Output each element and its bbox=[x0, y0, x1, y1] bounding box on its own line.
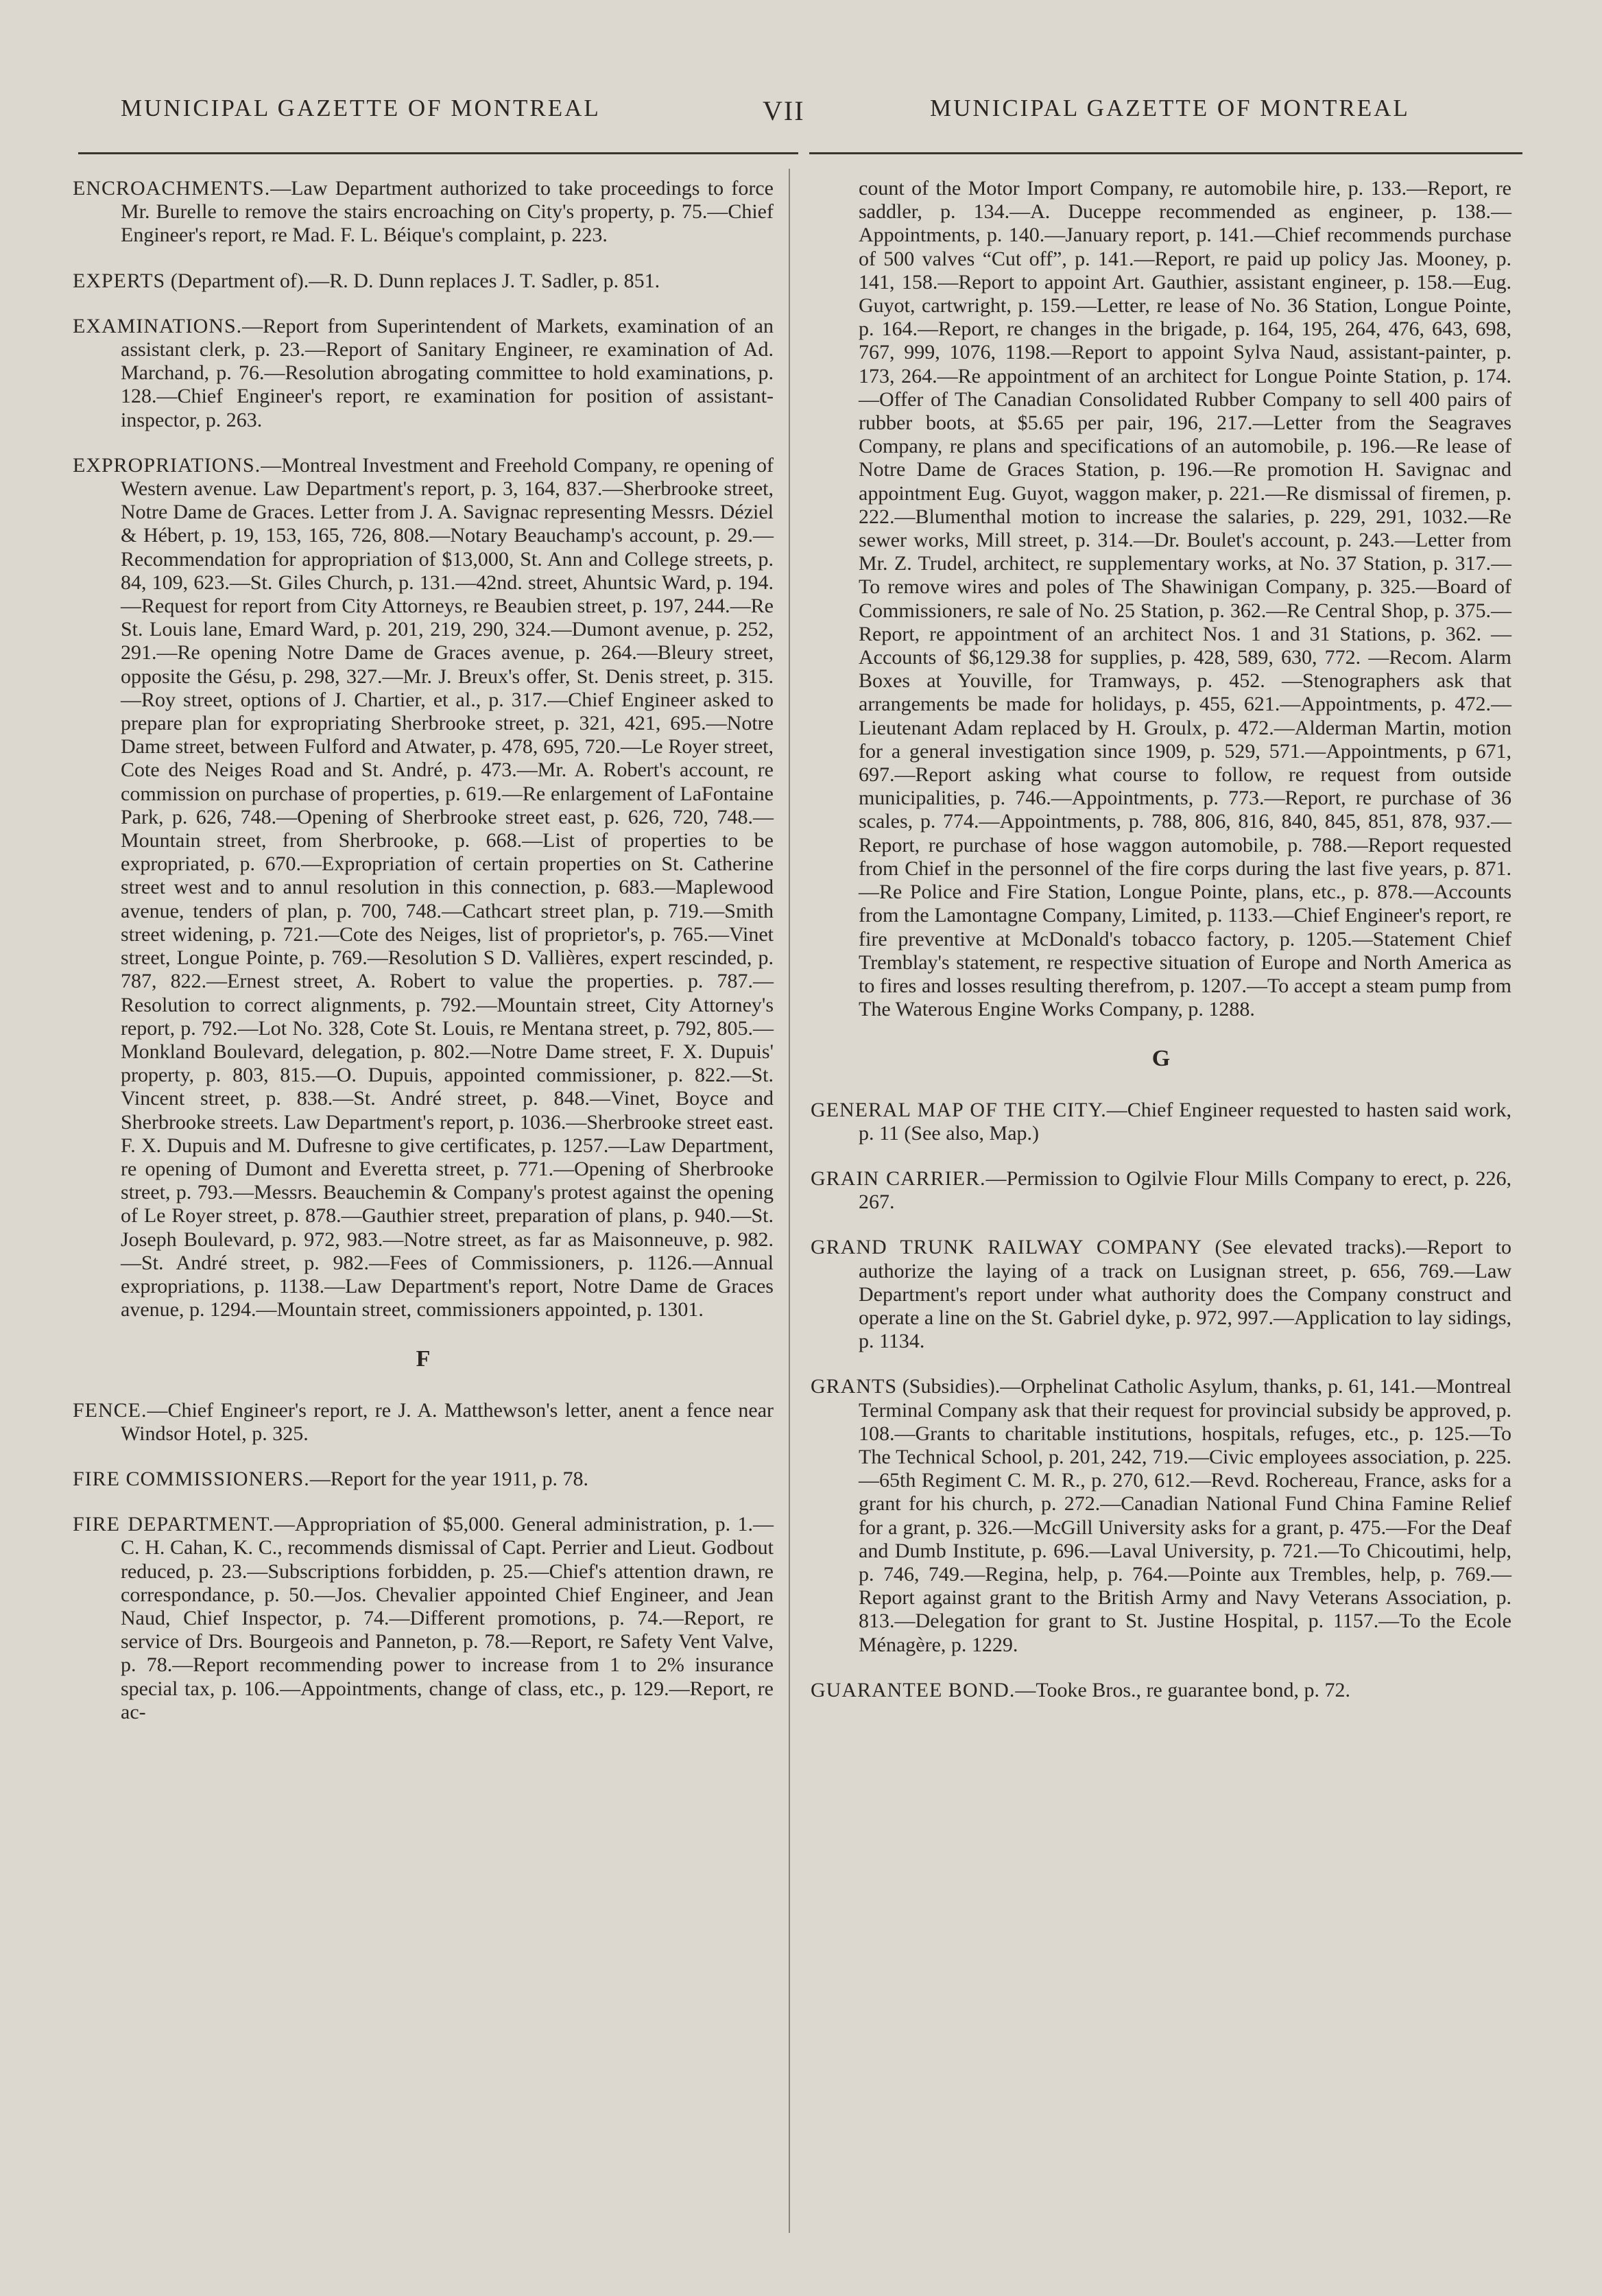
index-entry-fence bbox=[73, 1399, 774, 1446]
entry-heading: EXPERTS bbox=[73, 269, 166, 292]
entry-heading: FIRE DEPARTMENT. bbox=[73, 1513, 274, 1536]
entry-heading: FENCE. bbox=[73, 1398, 147, 1422]
index-entry-guarantee-bond bbox=[811, 1679, 1511, 1702]
running-header-right: MUNICIPAL GAZETTE OF MONTREAL bbox=[930, 95, 1410, 121]
entry-heading: EXAMINATIONS. bbox=[73, 314, 243, 337]
entry-text: —Montreal Investment and Freehold Company, re opening of Western avenue. Law Department's report, p. 3, 164, 837.—Sherbrooke street, Notre Dame de Graces. Letter from J. A. Savignac representing Messrs. Déziel & Hébert, p. 19, 153, 165, 726, 808.—Notary Beauchamp's account, p. 29.—Recommendation for appropriation of $13,000, St. Ann and College streets, p. 84, 109, 623.—St. Giles Church, p. 131.—42nd. street, Ahuntsic Ward, p. 194.—Request for report from City Attorneys, re Beaubien street, p. 197, 244.—Re St. Louis lane, Emard Ward, p. 201, 219, 290, 324.—Dumont avenue, p. 252, 291.—Re opening Notre Dame de Graces avenue, p. 264.—Bleury street, opposite the Gésu, p. 298, 327.—Mr. J. Breux's offer, St. Denis street, p. 315.—Roy street, options of J. Chartier, et al., p. 317.—Chief Engineer asked to prepare plan for expropriating Sherbrooke street, p. 321, 421, 695.—Notre Dame street, between Fulford and Atwater, p. 478, 695, 720.—Le Royer street, Cote des Neiges Road and St. André, p. 473.—Mr. A. Robert's account, re commission on purchase of properties, p. 619.—Re enlargement of LaFontaine Park, p. 626, 748.—Opening of Sherbrooke street east, p. 626, 720, 748.—Mountain street, from Sherbrooke, p. 668.—List of properties to be expropriated, p. 670.—Expropriation of certain properties on St. Catherine street west and to annul resolution in this connection, p. 683.—Maplewood avenue, tenders of plan, p. 700, 748.—Cathcart street plan, p. 719.—Smith street widening, p. 721.—Cote des Neiges, list of proprietor's, p. 765.—Vinet street, Longue Pointe, p. 769.—Resolution S D. Vallières, expert rescinded, p. 787, 822.—Ernest street, A. Robert to value the properties. p. 787.—Resolution to correct alignments, p. 792.—Mountain street, City Attorney's report, p. 792.—Lot No. 328, Cote St. Louis, re Mentana street, p. 792, 805.—Monkland Boulevard, delegation, p. 802.—Notre Dame street, F. X. Dupuis' property, p. 803, 815.—O. Dupuis, appointed commissioner, p. 822.—St. Vincent street, p. 838.—St. André street, p. 848.—Vinet, Boyce and Sherbrooke streets. Law Department's report, p. 1036.—Sherbrooke street east. F. X. Dupuis and M. Dufresne to give certificates, p. 1257.—Law Department, re opening of Dumont and Everetta street, p. 771.—Opening of Sherbrooke street, p. 793.—Messrs. Beauchemin & Company's protest against the opening of Le Royer street, p. 878.—Gauthier street, preparation of plans, p. 940.—St. Joseph Boulevard, p. 972, 983.—Notre street, as far as Maisonneuve, p. 982.—St. André street, p. 982.—Fees of Commissioners, p. 1126.—Annual expropriations, p. 1138.—Law Department's report, Notre Dame de Graces avenue, p. 1294.—Mountain street, commissioners appointed, p. 1301. bbox=[121, 453, 774, 1322]
running-header-left: MUNICIPAL GAZETTE OF MONTREAL bbox=[121, 95, 601, 121]
entry-text: —Chief Engineer's report, re J. A. Matthewson's letter, anent a fence near Windsor Hotel, p. 325. bbox=[121, 1398, 774, 1445]
entry-text: —Permission to Ogilvie Flour Mills Company to erect, p. 226, 267. bbox=[859, 1167, 1511, 1214]
entry-text: (See elevated tracks).—Report to authorize the laying of a track on Lusignan street, p. 656, 769.—Law Department's report under what authority does the Company construct and operate a line on the St. Gabriel dyke, p. 972, 997.—Application to lay sidings, p. 1134. bbox=[859, 1236, 1511, 1353]
index-entry-general-map bbox=[811, 1099, 1511, 1145]
index-entry-experts bbox=[73, 270, 774, 293]
index-entry-examinations bbox=[73, 315, 774, 432]
index-entry-grand-trunk bbox=[811, 1236, 1511, 1353]
entry-text: —Appropriation of $5,000. General administration, p. 1.—C. H. Cahan, K. C., recommends dismissal of Capt. Perrier and Lieut. Godbout reduced, p. 23.—Subscriptions forbidden, p. 25.—Chief's attention drawn, re correspondance, p. 50.—Jos. Chevalier appointed Chief Engineer, and Jean Naud, Chief Inspector, p. 74.—Different promotions, p. 74.—Report, re service of Drs. Bourgeois and Panneton, p. 78.—Report, re Safety Vent Valve, p. 78.—Report recommending power to increase from 1 to 2% insurance special tax, p. 106.—Appointments, change of class, etc., p. 129.—Report, re ac- bbox=[121, 1513, 774, 1723]
header-rule-right bbox=[809, 152, 1522, 154]
section-letter-g: G bbox=[1151, 1046, 1171, 1072]
left-column bbox=[73, 177, 774, 1746]
entry-text: —Tooke Bros., re guarantee bond, p. 72. bbox=[1015, 1678, 1350, 1701]
entry-text: —Law Department authorized to take proceedings to force Mr. Burelle to remove the stairs encroaching on City's property, p. 75.—Chief Engineer's report, re Mad. F. L. Béique's complaint, p. 223. bbox=[121, 177, 774, 247]
index-entry-fire-department bbox=[73, 1513, 774, 1724]
entry-text: —Report for the year 1911, p. 78. bbox=[309, 1467, 589, 1490]
entry-heading: GENERAL MAP OF THE CITY. bbox=[811, 1098, 1107, 1121]
entry-heading: EXPROPRIATIONS. bbox=[73, 453, 261, 477]
entry-heading: GRAIN CARRIER. bbox=[811, 1167, 986, 1190]
entry-text: (Department of).—R. D. Dunn replaces J. T. Sadler, p. 851. bbox=[165, 269, 660, 292]
section-letter-f: F bbox=[416, 1346, 431, 1372]
header-rule-left bbox=[78, 152, 798, 154]
index-entry-expropriations bbox=[73, 454, 774, 1322]
page-number: VII bbox=[763, 95, 805, 126]
entry-heading: ENCROACHMENTS. bbox=[73, 177, 271, 200]
entry-heading: GRANTS bbox=[811, 1375, 898, 1398]
index-entry-grants bbox=[811, 1375, 1511, 1656]
entry-heading: GUARANTEE BOND. bbox=[811, 1678, 1016, 1701]
entry-text: (Subsidies).—Orphelinat Catholic Asylum, thanks, p. 61, 141.—Montreal Terminal Company ask that their request for provincial subsidy be approved, p. 108.—Grants to charitable institutions, hospitals, refuges, etc., p. 125.—To The Technical School, p. 201, 242, 719.—Civic employees association, p. 225.—65th Regiment C. M. R., p. 270, 612.—Revd. Rochereau, France, asks for a grant for his church, p. 272.—Canadian National Fund China Famine Relief for a grant, p. 326.—McGill University asks for a grant, p. 475.—For the Deaf and Dumb Institute, p. 696.—Laval University, p. 721.—To Chicoutimi, help, p. 746, 749.—Regina, help, p. 764.—Pointe aux Trembles, help, p. 769.—Report against grant to the British Army and Navy Veterans Association, p. 813.—Delegation for grant to St. Justine Hospital, p. 1157.—To the Ecole Ménagère, p. 1229. bbox=[859, 1375, 1511, 1656]
index-entry-encroachments bbox=[73, 177, 774, 248]
column-divider bbox=[789, 169, 790, 2233]
index-entry-fire-commissioners bbox=[73, 1468, 774, 1491]
entry-text: —Report from Superintendent of Markets, examination of an assistant clerk, p. 23.—Report of Sanitary Engineer, re examination of Ad. Marchand, p. 76.—Resolution abrogating committee to hold examinations, p. 128.—Chief Engineer's report, re examination for position of assistant-inspector, p. 263. bbox=[121, 314, 774, 431]
entry-text: —Chief Engineer requested to hasten said work, p. 11 (See also, Map.) bbox=[859, 1098, 1511, 1145]
entry-heading: FIRE COMMISSIONERS. bbox=[73, 1467, 310, 1490]
entry-heading: GRAND TRUNK RAILWAY COMPANY bbox=[811, 1236, 1203, 1259]
fire-department-continuation: count of the Motor Import Company, re automobile hire, p. 133.—Report, re saddler, p. 134.—A. Duceppe recommended as engineer, p. 138.—Appointments, p. 140.—January report, p. 141.—Chief recommends purchase of 500 valves “Cut off”, p. 141.—Report, re paid up policy Jas. Mooney, p. 141, 158.—Report to appoint Art. Gauthier, assistant engineer, p. 158.—Eug. Guyot, cartwright, p. 159.—Letter, re lease of No. 36 Station, Longue Pointe, p. 164.—Report, re changes in the brigade, p. 164, 195, 264, 476, 643, 698, 767, 999, 1076, 1198.—Report to appoint Sylva Naud, assistant-painter, p. 173, 264.—Re appointment of an architect for Longue Pointe Station, p. 174.—Offer of The Canadian Consolidated Rubber Company to sell 400 pairs of rubber boots, at $5.65 per pair, 196, 217.—Letter from the Seagraves Company, re plans and specifications of an automobile, p. 196.—Re lease of Notre Dame de Graces Station, p. 196.—Re promotion H. Savignac and appointment Eug. Guyot, waggon maker, p. 221.—Re dismissal of firemen, p. 222.—Blumenthal motion to increase the salaries, p. 229, 291, 1032.—Re sewer works, Mill street, p. 314.—Dr. Boulet's account, p. 243.—Letter from Mr. Z. Trudel, architect, re supplementary works, at No. 37 Station, p. 317.—To remove wires and poles of The Shawinigan Company, p. 325.—Board of Commissioners, re sale of No. 25 Station, p. 362.—Re Central Shop, p. 375.—Report, re appointment of an architect Nos. 1 and 31 Stations, p. 362. —Accounts of $6,129.38 for supplies, p. 428, 589, 630, 772. —Recom. Alarm Boxes at Youville, for Tramways, p. 452. —Stenographers ask that arrangements be made for holidays, p. 455, 621.—Appointments, p. 472.—Lieutenant Adam replaced by H. Groulx, p. 472.—Alderman Martin, motion for a general investigation since 1909, p. 529, 571.—Appointments, p 671, 697.—Report asking what course to follow, re request from outside municipalities, p. 746.—Appointments, p. 773.—Report, re purchase of 36 scales, p. 774.—Appointments, p. 788, 806, 816, 840, 845, 851, 878, 937.—Report, re purchase of hose waggon automobile, p. 788.—Report requested from Chief in the personnel of the fire corps during the last five years, p. 871.—Re Police and Fire Station, Longue Pointe, plans, etc., p. 878.—Accounts from the Lamontagne Company, Limited, p. 1133.—Chief Engineer's report, re fire preventive at McDonald's tobacco factory, p. 1205.—Statement Chief Tremblay's statement, re respective situation of Europe and North America as to fires and losses resulting therefrom, p. 1207.—To accept a steam pump from The Waterous Engine Works Company, p. 1288. bbox=[859, 177, 1511, 1021]
right-column bbox=[811, 177, 1511, 1724]
index-entry-grain-carrier bbox=[811, 1167, 1511, 1214]
